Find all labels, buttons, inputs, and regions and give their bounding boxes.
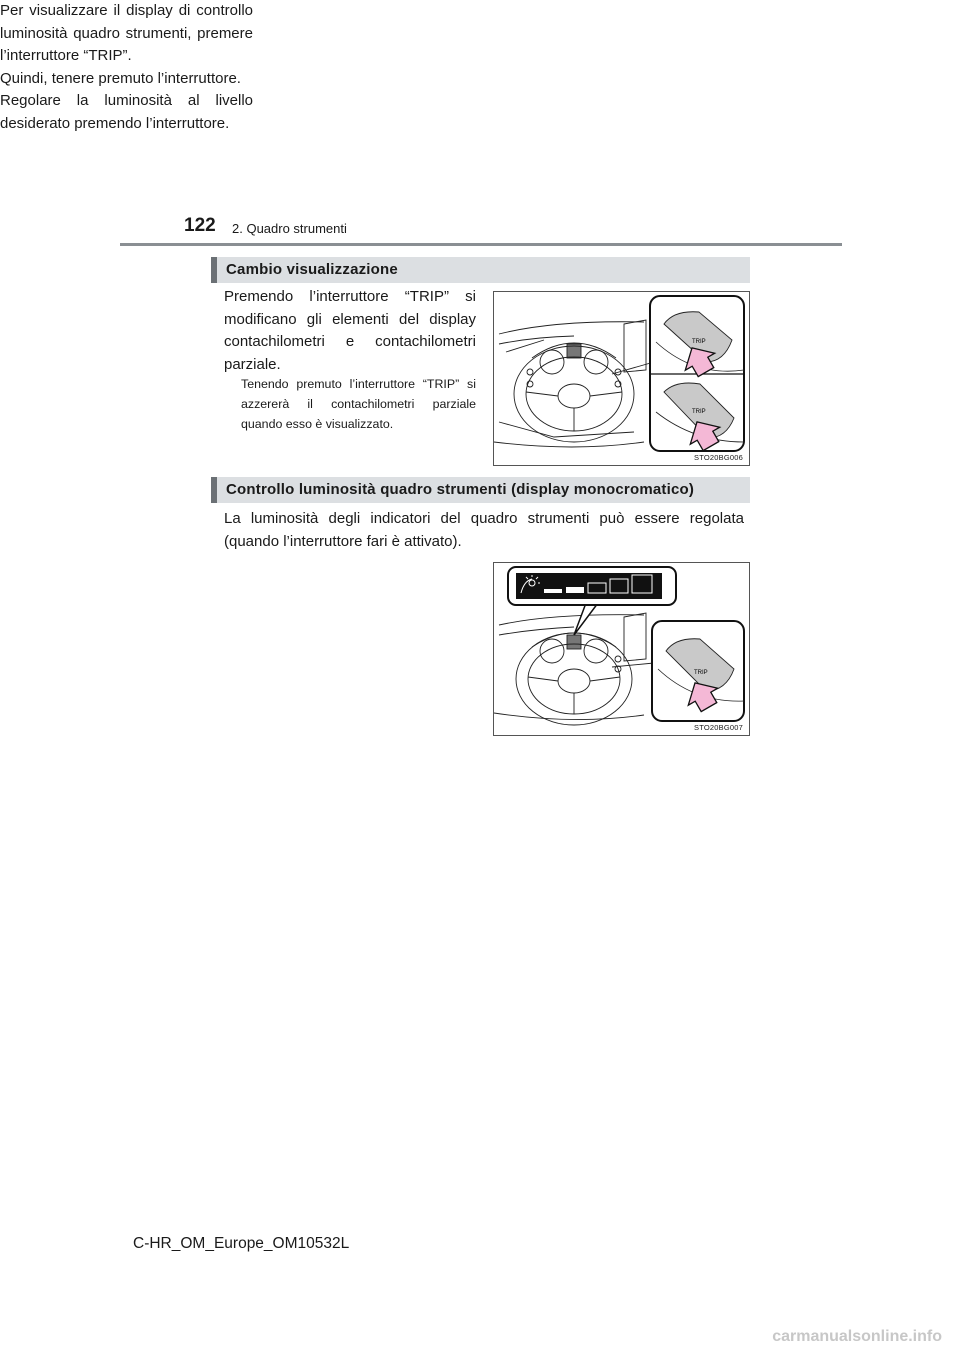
section-heading-text: Controllo luminosità quadro strumenti (display monocromatico) — [226, 481, 695, 498]
section-heading-controllo-luminosita — [211, 477, 750, 503]
watermark: carmanualsonline.info — [772, 1328, 942, 1345]
figure-code: STO20BG006 — [694, 453, 743, 462]
note-text: Tenendo premuto l’interruttore “TRIP” si azzererà il contachilometri parziale quando esso è visualizzato. — [241, 377, 476, 431]
paragraph: Premendo l’interruttore “TRIP” si modificano gli elementi del display contachilometri e contachilometri parziale. — [224, 288, 476, 373]
paragraph: La luminosità degli indicatori del quadro strumenti può essere regolata (quando l’interruttore fari è attivato). — [224, 510, 744, 550]
paragraph: Per visualizzare il display di controllo luminosità quadro strumenti, premere l’interruttore “TRIP”. — [0, 2, 253, 64]
chapter-title: 2. Quadro strumenti — [232, 221, 347, 236]
trip-switch-label: TRIP — [694, 670, 708, 676]
trip-switch-label: TRIP — [692, 339, 706, 345]
header-rule — [120, 243, 842, 246]
page-number: 122 — [184, 215, 216, 236]
paragraph: Quindi, tenere premuto l’interruttore. — [0, 69, 241, 87]
section-heading-text: Cambio visualizzazione — [226, 261, 398, 278]
figure-code: STO20BG007 — [694, 723, 743, 732]
trip-switch-label: TRIP — [692, 409, 706, 415]
paragraph: Regolare la luminosità al livello desiderato premendo l’interruttore. — [0, 92, 253, 132]
figure-brightness-control — [493, 562, 750, 736]
figure-trip-switch — [493, 291, 750, 466]
instruction-block — [0, 0, 253, 135]
dashboard-illustration — [494, 292, 750, 466]
section-heading-cambio-visualizzazione — [211, 257, 750, 283]
document-code: C-HR_OM_Europe_OM10532L — [133, 1235, 350, 1252]
dashboard-illustration — [494, 563, 750, 736]
